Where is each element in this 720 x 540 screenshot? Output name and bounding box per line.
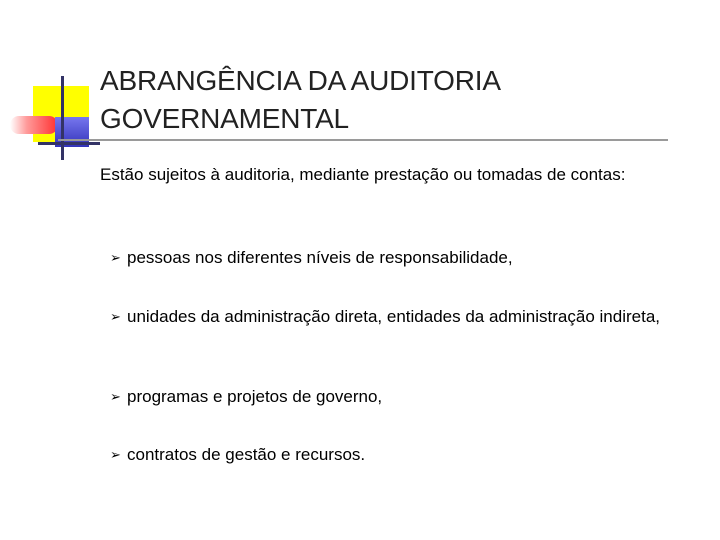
logo-vertical-line bbox=[61, 76, 64, 160]
logo-horizontal-line bbox=[38, 142, 100, 145]
intro-text: Estão sujeitos à auditoria, mediante prestação ou tomadas de contas: bbox=[100, 165, 626, 184]
bullet-text: pessoas nos diferentes níveis de responsabilidade, bbox=[127, 248, 513, 267]
slide-title: ABRANGÊNCIA DA AUDITORIA GOVERNAMENTAL bbox=[100, 65, 500, 134]
bullet-text: contratos de gestão e recursos. bbox=[127, 445, 366, 464]
title-divider bbox=[58, 139, 668, 141]
logo-red-bar bbox=[10, 116, 58, 134]
bullet-text: programas e projetos de governo, bbox=[127, 387, 383, 406]
arrow-bullet-icon: ➢ bbox=[110, 389, 121, 404]
arrow-bullet-icon: ➢ bbox=[110, 309, 121, 324]
arrow-bullet-icon: ➢ bbox=[110, 250, 121, 265]
arrow-bullet-icon: ➢ bbox=[110, 447, 121, 462]
bullet-text: unidades da administração direta, entidades da administração indireta, bbox=[127, 307, 660, 326]
